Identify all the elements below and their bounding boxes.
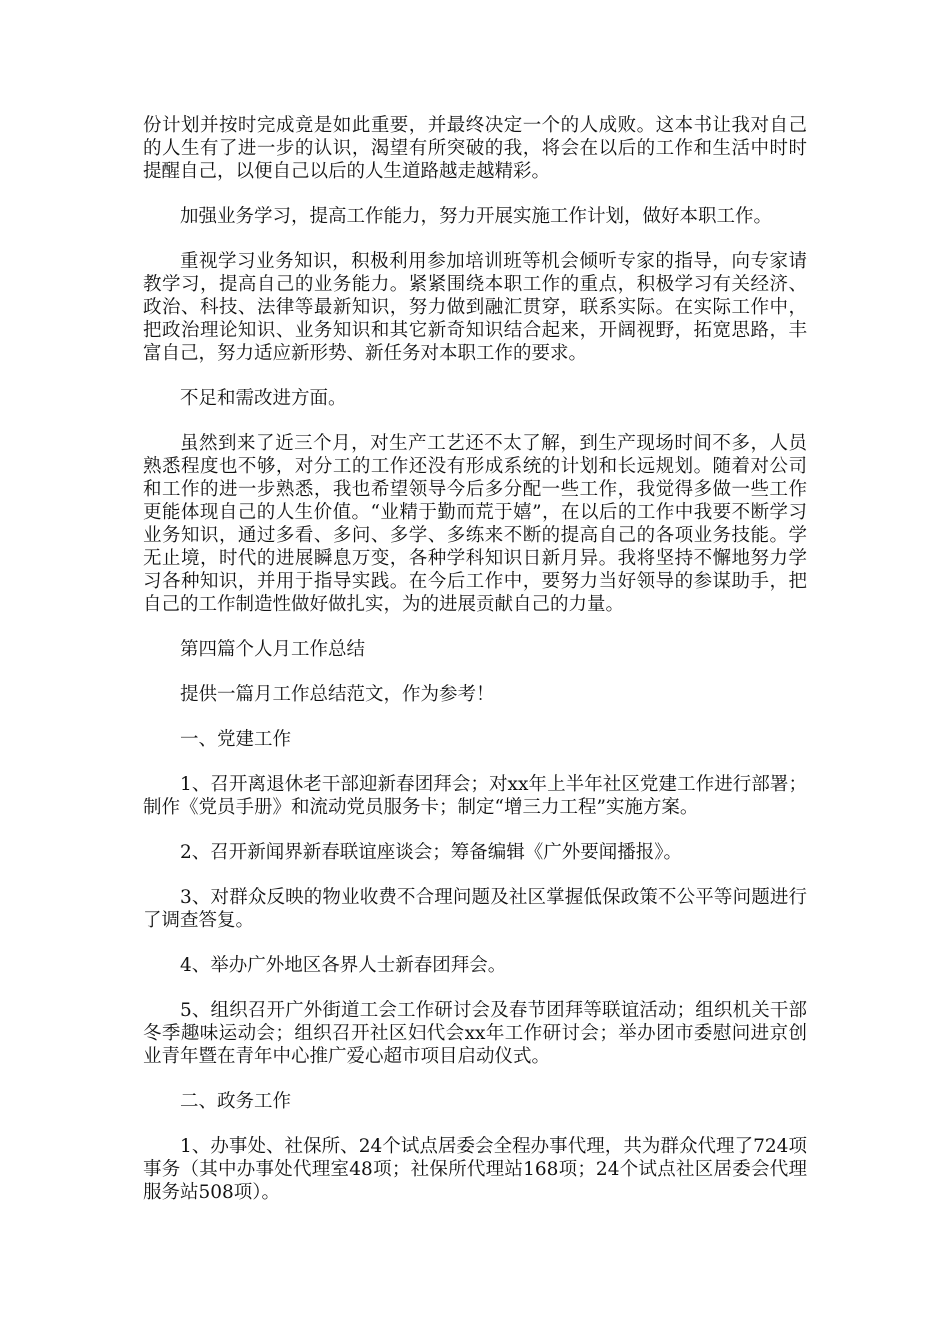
paragraph-heading-government: 二、政务工作 bbox=[180, 1091, 292, 1112]
paragraph-heading-party: 一、党建工作 bbox=[180, 729, 292, 750]
paragraph-party-item-3: 3、对群众反映的物业收费不合理问题及社区掌握低保政策不公平等问题进行了调查答复。 bbox=[143, 887, 807, 931]
paragraph-shortcomings-details: 虽然到来了近三个月，对生产工艺还不太了解，到生产现场时间不多，人员熟悉程度也不够，对分工的工作还没有形成系统的计划和长远规划。随着对公司和工作的进一步熟悉，我也希望领导今后多分配一些工作，我觉得多做一些工作更能体现自己的人生价值。“业精于勤而荒于嬉”，在以后的工作中我要不断学习业务知识，通过多看、多问、多学、多练来不断的提高自己的各项业务技能。学无止境，时代的进展瞬息万变，各种学科知识日新月异。我将坚持不懈地努力学习各种知识，并用于指导实践。在今后工作中，要努力当好领导的参谋助手，把自己的工作制造性做好做扎实，为的进展贡献自己的力量。 bbox=[143, 433, 807, 615]
paragraph-section-title: 第四篇个人月工作总结 bbox=[180, 639, 366, 660]
paragraph-section-intro: 提供一篇月工作总结范文，作为参考！ bbox=[180, 684, 495, 705]
paragraph-intro-continuation: 份计划并按时完成竟是如此重要，并最终决定一个的人成败。这本书让我对自己的人生有了进一步的认识，渴望有所突破的我，将会在以后的工作和生活中时时提醒自己，以便自己以后的人生道路越走越精彩。 bbox=[143, 115, 807, 182]
paragraph-party-item-4: 4、举办广外地区各界人士新春团拜会。 bbox=[180, 955, 507, 976]
paragraph-heading-study: 加强业务学习，提高工作能力，努力开展实施工作计划，做好本职工作。 bbox=[180, 206, 773, 227]
paragraph-party-item-5: 5、组织召开广外街道工会工作研讨会及春节团拜等联谊活动；组织机关干部冬季趣味运动会；组织召开社区妇代会xx年工作研讨会；举办团市委慰问进京创业青年暨在青年中心推广爱心超市项目启动仪式。 bbox=[143, 1000, 807, 1067]
paragraph-party-item-1: 1、召开离退休老干部迎新春团拜会；对xx年上半年社区党建工作进行部署；制作《党员手册》和流动党员服务卡；制定“增三力工程”实施方案。 bbox=[143, 774, 807, 818]
paragraph-party-item-2: 2、召开新闻界新春联谊座谈会；筹备编辑《广外要闻播报》。 bbox=[180, 842, 683, 863]
paragraph-government-item-1: 1、办事处、社保所、24个试点居委会全程办事代理，共为群众代理了724项事务（其中办事处代理室48项；社保所代理站168项；24个试点社区居委会代理服务站508项）。 bbox=[143, 1136, 807, 1203]
document-body bbox=[143, 114, 807, 1226]
paragraph-heading-shortcomings: 不足和需改进方面。 bbox=[180, 388, 347, 409]
paragraph-study-details: 重视学习业务知识，积极利用参加培训班等机会倾听专家的指导，向专家请教学习，提高自己的业务能力。紧紧围绕本职工作的重点，积极学习有关经济、政治、科技、法律等最新知识，努力做到融汇贯穿，联系实际。在实际工作中，把政治理论知识、业务知识和其它新奇知识结合起来，开阔视野，拓宽思路，丰富自己，努力适应新形势、新任务对本职工作的要求。 bbox=[143, 251, 807, 364]
